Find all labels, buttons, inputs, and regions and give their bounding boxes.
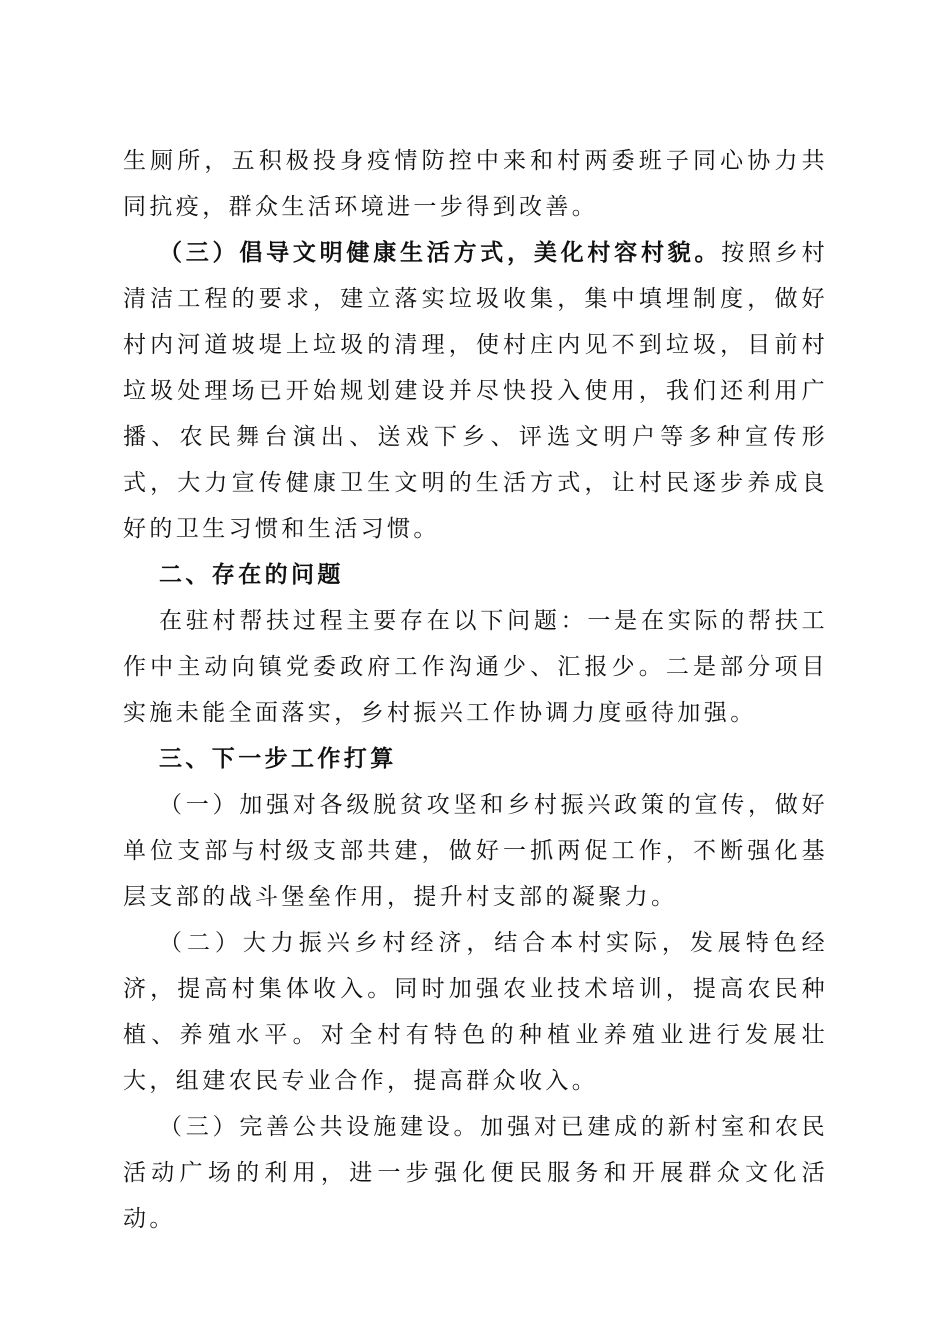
section-heading-problems: 二、存在的问题 bbox=[159, 561, 344, 588]
paragraph-next-step-1: （一）加强对各级脱贫攻坚和乡村振兴政策的宣传，做好单位支部与村级支部共建，做好一抓两促工作，不断强化基层支部的战斗堡垒作用，提升村支部的凝聚力。 bbox=[123, 792, 828, 910]
paragraph-body-text: 按照乡村清洁工程的要求，建立落实垃圾收集，集中填埋制度，做好村内河道坡堤上垃圾的清理，使村庄内见不到垃圾，目前村垃圾处理场已开始规划建设并尽快投入使用，我们还利用广播、农民舞台演出、送戏下乡、评选文明户等多种宣传形式，大力宣传健康卫生文明的生活方式，让村民逐步养成良好的卫生习惯和生活习惯。 bbox=[123, 240, 828, 542]
section-heading-next-steps: 三、下一步工作打算 bbox=[159, 745, 397, 772]
paragraph-next-step-3: （三）完善公共设施建设。加强对已建成的新村室和农民活动广场的利用，进一步强化便民服务和开展群众文化活动。 bbox=[123, 1114, 828, 1232]
paragraph-problems: 在驻村帮扶过程主要存在以下问题：一是在实际的帮扶工作中主动向镇党委政府工作沟通少、汇报少。二是部分项目实施未能全面落实，乡村振兴工作协调力度亟待加强。 bbox=[123, 608, 828, 726]
paragraph-lead-heading: （三）倡导文明健康生活方式，美化村容村貌。 bbox=[159, 239, 722, 266]
paragraph-village-appearance bbox=[123, 230, 828, 552]
paragraph-next-step-2: （二）大力振兴乡村经济，结合本村实际，发展特色经济，提高村集体收入。同时加强农业技术培训，提高农民种植、养殖水平。对全村有特色的种植业养殖业进行发展壮大，组建农民专业合作，提高群众收入。 bbox=[123, 930, 828, 1094]
paragraph-continuation: 生厕所，五积极投身疫情防控中来和村两委班子同心协力共同抗疫，群众生活环境进一步得到改善。 bbox=[123, 148, 828, 220]
document-body bbox=[123, 138, 828, 1242]
